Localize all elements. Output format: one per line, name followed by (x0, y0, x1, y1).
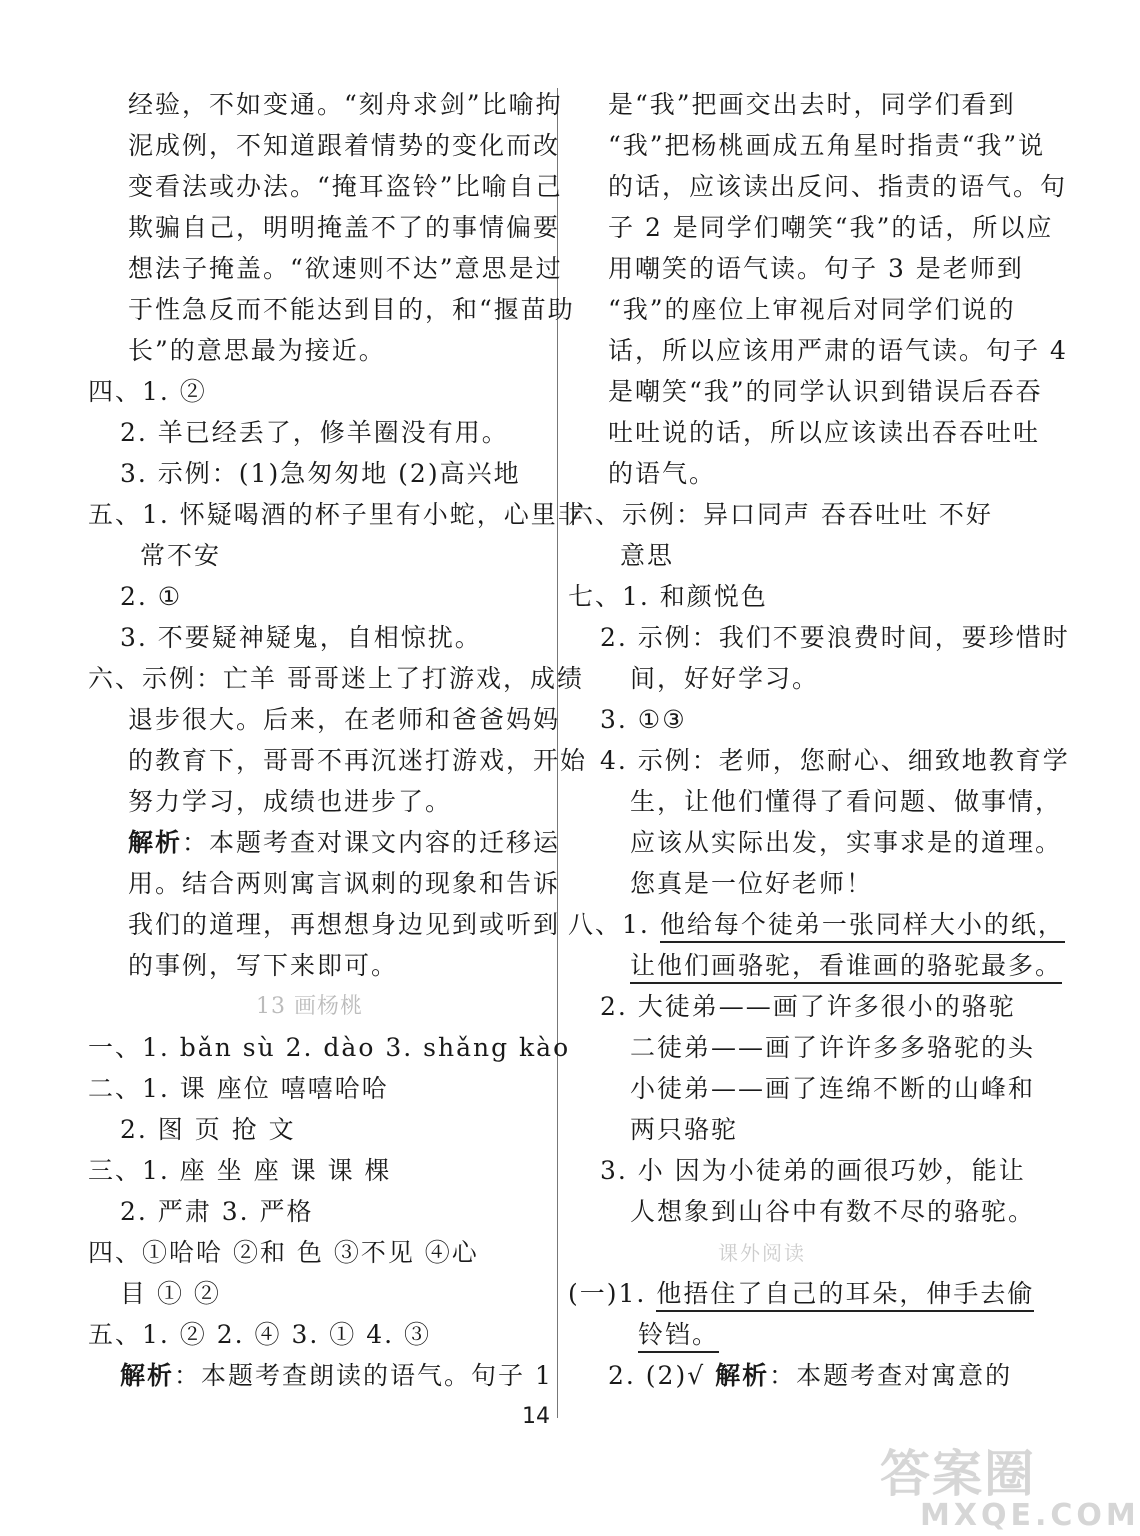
analysis-line: 解析：本题考查对课文内容的迁移运 (128, 828, 561, 857)
text-line: 2. 严肃 3. 严格 (120, 1197, 314, 1226)
text-line: 话，所以应该用严肃的语气读。句子 4 (608, 336, 1068, 365)
text-line: 生，让他们懂得了看问题、做事情， (630, 787, 1063, 816)
question-label: 四、1. ② (88, 377, 207, 406)
text-line: 间，好好学习。 (630, 664, 820, 693)
section-heading: 课外阅读 (718, 1241, 806, 1265)
text-line: 2. 大徒弟——画了许多很小的骆驼 (600, 992, 1016, 1021)
text-line: 小徒弟——画了连绵不断的山峰和 (630, 1074, 1036, 1103)
question-label: 三、1. 座 坐 座 课 课 棵 (88, 1156, 392, 1185)
text-line: 努力学习，成绩也进步了。 (128, 787, 453, 816)
text-line: 我们的道理，再想想身边见到或听到 (128, 910, 561, 939)
text-line: 4. 示例：老师，您耐心、细致地教育学 (600, 746, 1070, 775)
underlined-answer: 铃铛。 (638, 1320, 719, 1353)
text-line: 2. ① (120, 582, 183, 611)
text-line: 长”的意思最为接近。 (128, 336, 386, 365)
analysis-label: 解析 (715, 1361, 770, 1390)
text-line: 目 ① ② (120, 1279, 221, 1308)
text-line: 退步很大。后来，在老师和爸爸妈妈 (128, 705, 561, 734)
text-line: 2. 图 页 抢 文 (120, 1115, 296, 1144)
text-line: 欺骗自己，明明掩盖不了的事情偏要 (128, 213, 561, 242)
text-line: 的话，应该读出反问、指责的语气。句 (608, 172, 1068, 201)
text-line: 泥成例，不知道跟着情势的变化而改 (128, 131, 561, 160)
question-label: 五、1. 怀疑喝酒的杯子里有小蛇，心里非 (88, 500, 585, 529)
text-line: 的语气。 (608, 459, 717, 488)
text-line: 吐吐说的话，所以应该读出吞吞吐吐 (608, 418, 1041, 447)
text-line: 二徒弟——画了许许多多骆驼的头 (630, 1033, 1036, 1062)
watermark-en: MXQE.COM (920, 1498, 1140, 1533)
text-line: 是嘲笑“我”的同学认识到错误后吞吞 (608, 377, 1043, 406)
question-label: 四、①哈哈 ②和 色 ③不见 ④心 (88, 1238, 479, 1267)
text-line: 于性急反而不能达到目的，和“揠苗助 (128, 295, 575, 324)
text-line: 3. 示例：(1)急匆匆地 (2)高兴地 (120, 459, 521, 488)
text-line: 变看法或办法。“掩耳盗铃”比喻自己 (128, 172, 563, 201)
text-line: 想法子掩盖。“欲速则不达”意思是过 (128, 254, 563, 283)
text-line: 的事例，写下来即可。 (128, 951, 399, 980)
text-line: 应该从实际出发，实事求是的道理。 (630, 828, 1063, 857)
text-line: 人想象到山谷中有数不尽的骆驼。 (630, 1197, 1036, 1226)
text-line (638, 1320, 719, 1350)
watermark-logo (880, 1445, 1140, 1533)
analysis-label: 解析 (120, 1361, 175, 1390)
text-line: 用。结合两则寓言讽刺的现象和告诉 (128, 869, 561, 898)
question-label: 六、示例：亡羊 哥哥迷上了打游戏，成绩 (88, 664, 584, 693)
text-line: 的教育下，哥哥不再沉迷打游戏，开始 (128, 746, 588, 775)
underlined-answer: 让他们画骆驼，看谁画的骆驼最多。 (630, 951, 1062, 984)
text-line: 常不安 (140, 541, 222, 570)
text-line: “我”把杨桃画成五角星时指责“我”说 (608, 131, 1046, 160)
question-label: 五、1. ② 2. ④ 3. ① 4. ③ (88, 1320, 432, 1349)
question-label: 八、1. 他给每个徒弟一张同样大小的纸， (568, 910, 1065, 940)
question-label: 七、1. 和颜悦色 (568, 582, 768, 611)
analysis-line: 2. (2)√ 解析：本题考查对寓意的 (608, 1361, 1013, 1390)
underlined-answer: 他给每个徒弟一张同样大小的纸， (660, 910, 1065, 943)
question-label: (一)1. 他捂住了自己的耳朵，伸手去偷 (568, 1279, 1034, 1309)
lesson-heading: 13 画杨桃 (256, 994, 363, 1019)
text-line (630, 951, 1062, 981)
question-label: 二、1. 课 座位 嘻嘻哈哈 (88, 1074, 389, 1103)
analysis-line: 解析：本题考查朗读的语气。句子 1 (120, 1361, 553, 1390)
underlined-answer: 他捂住了自己的耳朵，伸手去偷 (656, 1279, 1034, 1312)
text-line: 您真是一位好老师！ (630, 869, 874, 898)
text-line: 意思 (620, 541, 675, 570)
question-label: 一、1. bǎn sù 2. dào 3. shǎng kào (88, 1033, 571, 1062)
text-line: 2. 羊已经丢了，修羊圈没有用。 (120, 418, 509, 447)
text-line: 3. 不要疑神疑鬼，自相惊扰。 (120, 623, 482, 652)
text-line: 3. ①③ (600, 705, 687, 734)
text-line: 是“我”把画交出去时，同学们看到 (608, 90, 1016, 119)
text-line: 经验，不如变通。“刻舟求剑”比喻拘 (128, 90, 563, 119)
text-line: 用嘲笑的语气读。句子 3 是老师到 (608, 254, 1024, 283)
analysis-label: 解析 (128, 828, 183, 857)
text-line: 两只骆驼 (630, 1115, 739, 1144)
text-line: “我”的座位上审视后对同学们说的 (608, 295, 1016, 324)
question-label: 六、示例：异口同声 吞吞吐吐 不好 (568, 500, 993, 529)
text-line: 子 2 是同学们嘲笑“我”的话，所以应 (608, 213, 1054, 242)
text-line: 2. 示例：我们不要浪费时间，要珍惜时 (600, 623, 1070, 652)
page-number: 14 (522, 1404, 550, 1429)
text-line: 3. 小 因为小徒弟的画很巧妙，能让 (600, 1156, 1026, 1185)
watermark-cn: 答案圈 (880, 1445, 1036, 1503)
